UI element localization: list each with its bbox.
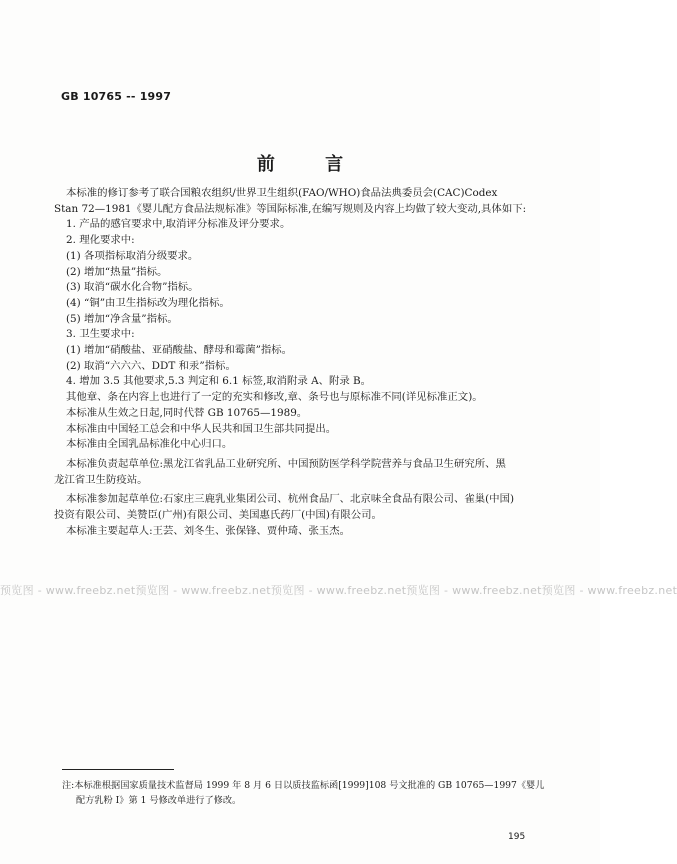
footnote [62,778,550,808]
paragraph: 1. 产品的感官要求中,取消评分标准及评分要求。 [66,218,291,231]
watermark-text: 预览图 - www.freebz.net [0,584,136,597]
page-number: 195 [508,832,526,842]
paragraph: 本标准负责起草单位:黑龙江省乳品工业研究所、中国预防医学科学院营养与食品卫生研究所、黑 [66,457,506,470]
standard-code: GB 10765 -- 1997 [61,90,172,103]
paragraph: 本标准参加起草单位:石家庄三鹿乳业集团公司、杭州食品厂、北京味全食品有限公司、雀巢(中国) [66,493,515,506]
footnote-divider [62,769,174,770]
watermark-text: 预览图 - www.freebz.net [135,584,271,597]
paragraph: 本标准主要起草人:王芸、刘冬生、张保锋、贾仲琦、张玉杰。 [66,524,351,537]
page-title: 前 言 [256,154,366,175]
watermark-text: 预览图 - www.freebz.net [270,584,407,597]
paragraph: (4) “铜”由卫生指标改为理化指标。 [66,296,230,309]
foreword-body [54,186,548,539]
paragraph: 本标准的修订参考了联合国粮农组织/世界卫生组织(FAO/WHO)食品法典委员会(CAC)Codex [66,187,498,199]
paragraph: 4. 增加 3.5 其他要求,5.3 判定和 6.1 标签,取消附录 A、附录 B。 [66,375,372,388]
paragraph: 投资有限公司、美赞臣(广州)有限公司、美国惠氏药厂(中国)有限公司。 [54,509,382,522]
footnote-line: 注:本标准根据国家质量技术监督局 1999 年 8 月 6 日以质技监标函[1999]108 号文批准的 GB 10765—1997《婴儿 [62,780,545,791]
paragraph: 其他章、条在内容上也进行了一定的充实和修改,章、条号也与原标准不同(详见标准正文)。 [66,391,483,404]
footnote-line: 配方乳粉 Ⅰ》第 1 号修改单进行了修改。 [76,795,242,806]
paragraph: 本标准由中国轻工总会和中华人民共和国卫生部共同提出。 [66,422,337,435]
paragraph: 2. 理化要求中: [66,234,135,247]
paragraph: Stan 72—1981《婴儿配方食品法规标准》等国际标准,在编写规则及内容上均做了较大变动,具体如下: [54,202,527,215]
paragraph: (3) 取消“碳水化合物”指标。 [66,281,199,294]
paragraph: 本标准由全国乳品标准化中心归口。 [66,438,233,451]
paragraph: (1) 增加“硝酸盐、亚硝酸盐、酵母和霉菌”指标。 [66,344,293,357]
paragraph: (1) 各项指标取消分级要求。 [66,249,199,262]
paragraph: (2) 取消“六六六、DDT 和汞”指标。 [66,359,236,372]
paragraph: (5) 增加“净含量”指标。 [66,312,178,325]
paragraph: 本标准从生效之日起,同时代替 GB 10765—1989。 [66,406,308,419]
watermark-text: 预览图 - www.freebz.net [541,584,677,597]
paragraph: 3. 卫生要求中: [66,328,135,341]
watermark-text: 预览图 - www.freebz.net [406,584,542,597]
paragraph: (2) 增加“热量”指标。 [66,265,168,278]
paragraph: 龙江省卫生防疫站。 [54,473,148,486]
watermark-strip [0,578,677,602]
